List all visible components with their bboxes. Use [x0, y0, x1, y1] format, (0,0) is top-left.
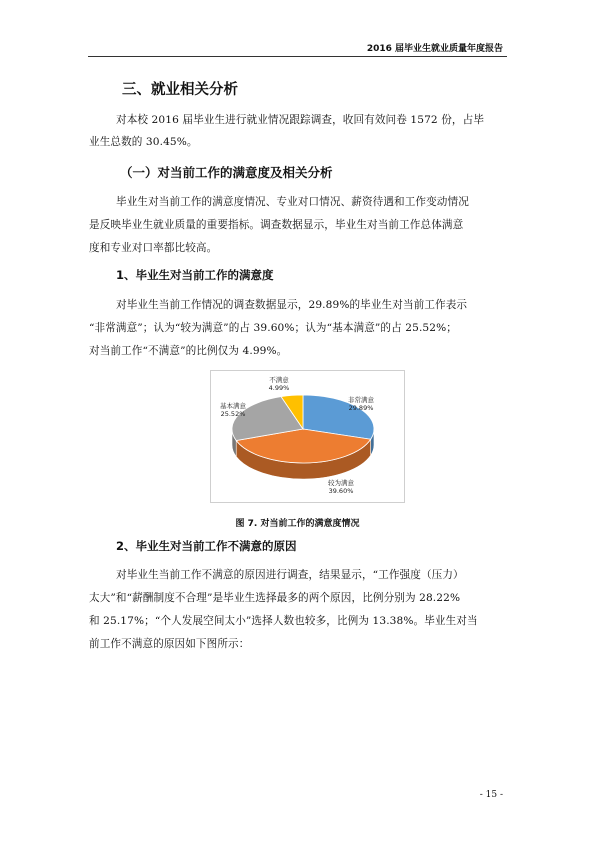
para1-line-3: 度和专业对口率都比较高。	[89, 242, 218, 254]
para3-line-1: 对毕业生当前工作不满意的原因进行调查，结果显示，“工作强度（压力）	[116, 569, 464, 581]
heading-dissatisfaction-reasons: 2、毕业生对当前工作不满意的原因	[116, 539, 297, 553]
figure-caption: 图 7. 对当前工作的满意度情况	[235, 519, 360, 529]
para2-line-1: 对毕业生当前工作情况的调查数据显示，29.89%的毕业生对当前工作表示	[116, 299, 468, 311]
page-number: - 15 -	[479, 790, 503, 800]
intro-line-2: 业生总数的 30.45%。	[89, 136, 198, 148]
pie-label-3: 基本满意	[220, 402, 246, 410]
header-divider	[88, 56, 507, 57]
para2-line-3: 对当前工作“不满意”的比例仅为 4.99%。	[89, 345, 288, 357]
pie-label-1: 非常满意	[348, 396, 374, 404]
intro-line-1: 对本校 2016 届毕业生进行就业情况跟踪调查，收回有效问卷 1572 份，占毕	[116, 114, 485, 126]
pie-chart	[211, 371, 404, 502]
section-title: 三、就业相关分析	[122, 82, 238, 98]
para3-line-4: 前工作不满意的原因如下图所示：	[89, 638, 250, 650]
para2-line-2: “非常满意”；认为“较为满意”的占 39.60%；认为“基本满意”的占 25.52%；	[89, 322, 457, 334]
pie-label-2: 较为满意	[328, 479, 354, 487]
para1-line-1: 毕业生对当前工作的满意度情况、专业对口情况、薪资待遇和工作变动情况	[116, 196, 469, 208]
pie-label-4: 不满意	[269, 376, 289, 384]
heading-satisfaction: 1、毕业生对当前工作的满意度	[116, 268, 274, 282]
para3-line-2: 太大”和“薪酬制度不合理”是毕业生选择最多的两个原因，比例分别为 28.22%	[89, 592, 461, 604]
subsection-title: （一）对当前工作的满意度及相关分析	[120, 165, 333, 180]
pie-value-3: 25.52%	[220, 410, 246, 418]
running-header: 2016 届毕业生就业质量年度报告	[366, 44, 503, 54]
pie-chart-figure	[210, 370, 405, 503]
pie-value-4: 4.99%	[268, 384, 290, 392]
pie-value-1: 29.89%	[348, 404, 374, 412]
pie-value-2: 39.60%	[328, 487, 354, 495]
para1-line-2: 是反映毕业生就业质量的重要指标。调查数据显示，毕业生对当前工作总体满意	[89, 219, 464, 231]
para3-line-3: 和 25.17%；“个人发展空间太小”选择人数也较多，比例为 13.38%。毕业生对当	[89, 615, 478, 627]
